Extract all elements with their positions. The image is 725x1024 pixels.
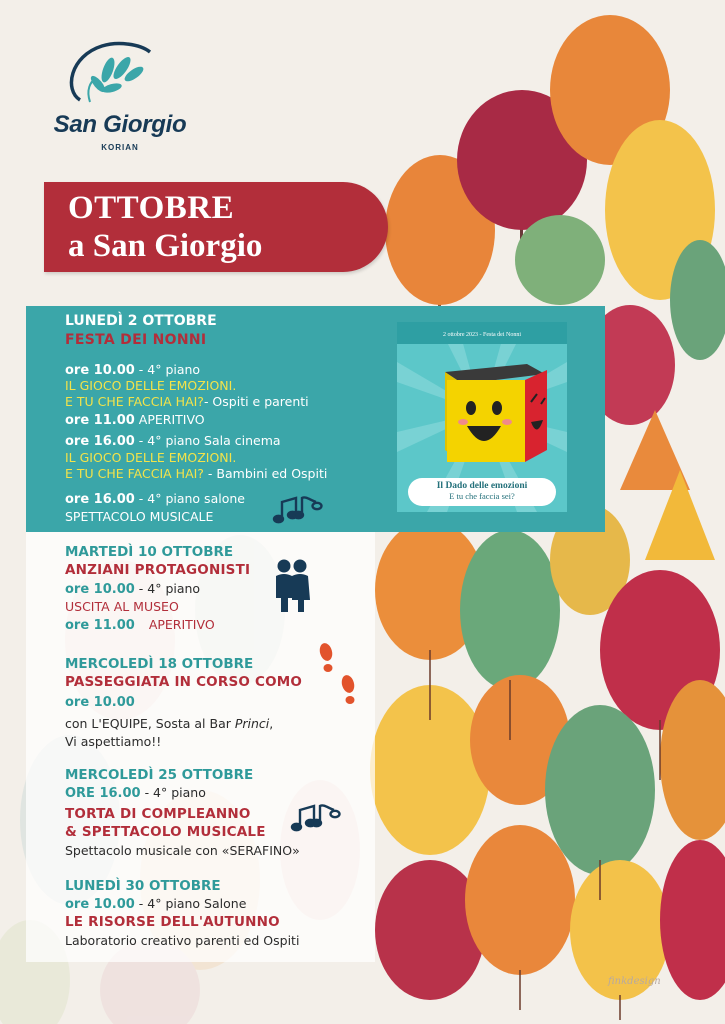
event-line: E TU CHE FACCIA HAI?- Ospiti e parenti	[65, 394, 309, 409]
event-line: ORE 16.00 - 4° piano	[65, 785, 206, 801]
event-line: ore 11.00 APERITIVO	[65, 617, 215, 633]
card-subtitle: E tu che faccia sei?	[449, 491, 515, 501]
event-title: LE RISORSE DELL'AUTUNNO	[65, 914, 280, 930]
event-day: MARTEDÌ 10 OTTOBRE	[65, 544, 234, 560]
event-line: Laboratorio creativo parenti ed Ospiti	[65, 933, 300, 948]
footprints-icon	[312, 638, 362, 716]
logo-subtitle: KORIAN	[101, 143, 139, 152]
event-line: SPETTACOLO MUSICALE	[65, 509, 214, 524]
music-notes-icon	[272, 492, 324, 526]
event-line: con L'EQUIPE, Sosta al Bar Princi,	[65, 716, 274, 731]
title-line-2: a San Giorgio	[68, 228, 263, 264]
title-line-1: OTTOBRE	[68, 190, 235, 226]
event-line: Spettacolo musicale con «SERAFINO»	[65, 843, 300, 858]
event-line: ore 16.00 - 4° piano Sala cinema	[65, 433, 281, 449]
event-line: Vi aspettiamo!!	[65, 734, 162, 749]
event-title: PASSEGGIATA IN CORSO COMO	[65, 674, 303, 690]
event-line: ore 10.00	[65, 695, 135, 710]
event-day: LUNEDÌ 30 OTTOBRE	[65, 878, 221, 894]
watermark: finkdesign	[608, 976, 661, 987]
card-header: 2 ottobre 2023 - Festa dei Nonni	[443, 332, 521, 338]
events-list-panel	[26, 532, 375, 962]
card-label	[408, 478, 556, 506]
elderly-couple-icon	[272, 558, 312, 614]
dice-emotions-card	[397, 322, 567, 512]
event-line: ore 10.00 - 4° piano	[65, 581, 201, 597]
leaf-logo-icon	[50, 38, 190, 110]
event-day: MERCOLEDÌ 25 OTTOBRE	[65, 767, 254, 783]
event-line: IL GIOCO DELLE EMOZIONI.	[65, 378, 237, 393]
event-title: ANZIANI PROTAGONISTI	[65, 562, 251, 578]
san-giorgio-logo	[50, 38, 190, 158]
event-line: ore 11.00 APERITIVO	[65, 412, 205, 428]
event-title: & SPETTACOLO MUSICALE	[65, 824, 266, 840]
card-title: Il Dado delle emozioni	[436, 481, 528, 491]
event-title: FESTA DEI NONNI	[65, 332, 207, 348]
event-line: E TU CHE FACCIA HAI? - Bambini ed Ospiti	[65, 466, 328, 481]
event-title: TORTA DI COMPLEANNO	[65, 806, 251, 822]
logo-name: San Giorgio	[53, 111, 187, 138]
event-line: IL GIOCO DELLE EMOZIONI.	[65, 450, 237, 465]
event-line: ore 10.00 - 4° piano Salone	[65, 896, 247, 912]
event-line: ore 10.00 - 4° piano	[65, 362, 201, 378]
event-line: ore 16.00 - 4° piano salone	[65, 491, 245, 507]
event-line: USCITA AL MUSEO	[65, 599, 179, 614]
music-notes-icon	[290, 800, 342, 834]
event-day: LUNEDÌ 2 OTTOBRE	[65, 313, 217, 329]
event-day: MERCOLEDÌ 18 OTTOBRE	[65, 656, 254, 672]
title-banner	[44, 182, 388, 272]
